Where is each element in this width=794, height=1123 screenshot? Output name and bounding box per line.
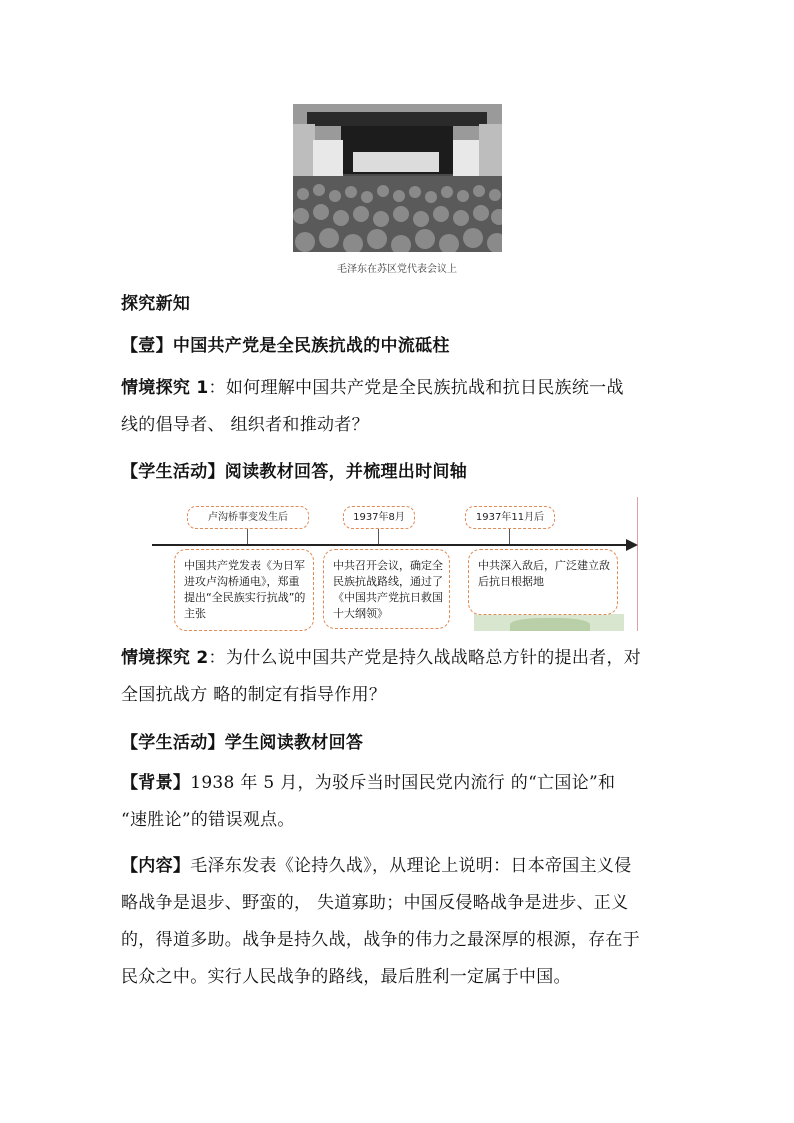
activity-1: 【学生活动】阅读教材回答，并梳理出时间轴 [121,462,467,482]
timeline-event-1: 中国共产党发表《为日军进攻卢沟桥通电》，郑重提出“全民族实行抗战”的主张 [174,549,314,631]
map-fragment-region [510,618,590,631]
timeline-tick-3 [509,529,510,544]
section-title: 探究新知 [121,294,191,314]
inquiry-1-line1: ：如何理解中国共产党是全民族抗战和抗日民族统一战 [208,378,624,398]
background-line1: 1938 年 5 月，为驳斥当时国民党内流行 的“亡国论”和 [190,773,616,793]
meeting-photo [293,104,502,252]
background-paragraph [121,765,681,839]
background-label: 【背景】 [121,773,191,793]
activity-2: 【学生活动】学生阅读教材回答 [121,733,364,753]
timeline-arrow-icon [626,539,638,551]
content-line3: 的，得道多助。战争是持久战，战争的伟力之最深厚的根源，存在于 [121,930,640,950]
inquiry-1 [121,370,681,444]
inquiry-1-label: 情境探究 1 [121,378,209,398]
inquiry-2-line1: ：为什么说中国共产党是持久战战略总方针的提出者，对 [208,648,642,668]
inquiry-2 [121,640,681,714]
timeline-date-1: 卢沟桥事变发生后 [187,506,309,529]
inquiry-2-line2: 全国抗战方 略的制定有指导作用？ [121,685,387,705]
timeline-event-2: 中共召开会议，确定全民族抗战路线，通过了《中国共产党抗日救国十大纲领》 [323,549,450,629]
timeline-date-3: 1937年11月后 [465,506,555,529]
content-line2: 略战争是退步、野蛮的， 失道寡助；中国反侵略战争是进步、正义 [121,893,629,913]
content-line4: 民众之中。实行人民战争的路线，最后胜利一定属于中国。 [121,967,571,987]
meeting-photo-image [293,104,502,252]
inquiry-2-label: 情境探究 2 [121,648,209,668]
content-line1: 毛泽东发表《论持久战》，从理论上说明：日本帝国主义侵 [190,856,632,876]
timeline-edge-line [637,497,638,631]
content-label: 【内容】 [121,856,191,876]
timeline-axis [152,544,630,546]
timeline-tick-1 [247,529,248,544]
timeline-event-3: 中共深入敌后，广泛建立敌后抗日根据地 [468,549,618,615]
inquiry-1-line2: 线的倡导者、 组织者和推动者？ [121,415,369,435]
photo-caption: 毛泽东在苏区党代表会议上 [337,264,457,275]
background-line2: “速胜论”的错误观点。 [121,810,295,830]
timeline-tick-2 [378,529,379,544]
timeline-date-2: 1937年8月 [343,506,415,529]
heading-1: 【壹】中国共产党是全民族抗战的中流砥柱 [121,336,450,356]
timeline [152,497,640,631]
content-paragraph [121,848,681,996]
